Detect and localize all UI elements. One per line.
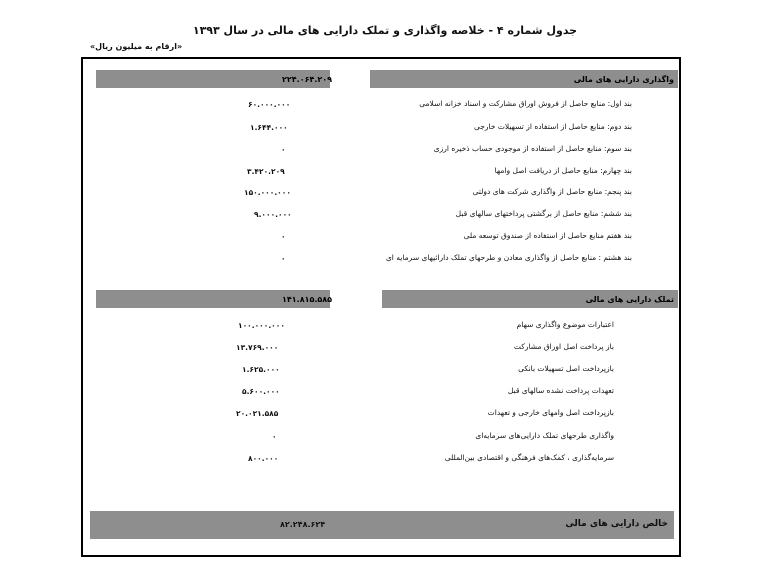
section2-row-5: [400, 408, 614, 422]
row-desc: بند چهارم: منابع حاصل از دریافت اصل وامها: [494, 166, 632, 175]
section1-row-8: [370, 252, 632, 278]
section1-value-8: ۰: [281, 254, 286, 263]
section2-row-3: [400, 364, 614, 378]
section1-row-5: [370, 187, 632, 201]
section1-value-1: ۶۰.۰۰۰.۰۰۰: [248, 100, 291, 109]
unit-note: «ارقام به میلیون ریال»: [90, 42, 183, 51]
section2-value-7: ۸۰۰.۰۰۰: [248, 454, 279, 463]
row-desc: باز پرداخت اصل اوراق مشارکت: [513, 342, 614, 351]
section1-value-4: ۳.۴۲۰.۲۰۹: [247, 167, 285, 176]
section1-value-5: ۱۵۰.۰۰۰.۰۰۰: [244, 188, 291, 197]
net-financial-assets-bar: [90, 511, 674, 539]
section1-row-6: [370, 209, 632, 223]
section2-value-2: ۱۳.۷۶۹.۰۰۰: [236, 343, 279, 352]
section2-row-2: [400, 342, 614, 356]
row-desc: بند سوم: منابع حاصل از استفاده از موجودی حساب ذخیره ارزی: [433, 144, 632, 153]
section1-label-bar: [370, 70, 678, 88]
section2-total: ۱۴۱.۸۱۵.۵۸۵: [282, 294, 333, 304]
section2-row-4: [400, 386, 614, 400]
section2-value-4: ۵.۶۰۰.۰۰۰: [242, 387, 280, 396]
section1-value-6: ۹.۰۰۰.۰۰۰: [254, 210, 292, 219]
section1-row-1: [370, 99, 632, 113]
section1-total: ۲۲۴.۰۶۴.۲۰۹: [282, 74, 333, 84]
section2-label-bar: [382, 290, 678, 308]
row-desc: بازپرداخت اصل وامهای خارجی و تعهدات: [487, 408, 614, 417]
section1-value-2: ۱.۶۴۴.۰۰۰: [250, 123, 288, 132]
row-desc: بند دوم: منابع حاصل از استفاده از تسهیلات خارجی: [474, 122, 632, 131]
section1-value-7: ۰: [281, 232, 286, 241]
row-desc: بند هفتم منابع حاصل از استفاده از صندوق توسعه ملی: [463, 231, 632, 240]
section2-row-6: [400, 431, 614, 445]
row-desc: بند پنجم: منابع حاصل از واگذاری شرکت های دولتی: [472, 187, 632, 196]
section2-total-bar: [96, 290, 333, 308]
section1-row-3: [370, 144, 632, 158]
section2-value-5: ۲۰.۰۲۱.۵۸۵: [236, 409, 279, 418]
section1-row-4: [370, 166, 632, 180]
section2-value-1: ۱۰۰.۰۰۰.۰۰۰: [238, 321, 285, 330]
row-desc: بند هشتم : منابع حاصل از واگذاری معادن و طرحهای تملک دارائیهای سرمایه ای: [385, 253, 632, 262]
section1-row-7: [370, 231, 632, 245]
section2-row-1: [400, 320, 614, 334]
row-desc: بازپرداخت اصل تسهیلات بانکی: [518, 364, 614, 373]
section1-row-2: [370, 122, 632, 136]
section1-label: واگذاری دارایی های مالی: [573, 74, 674, 84]
section2-value-6: ۰: [272, 432, 277, 441]
section1-total-bar: [96, 70, 333, 88]
section1-value-3: ۰: [281, 145, 286, 154]
net-financial-assets-label: خالص دارایی های مالی: [565, 519, 668, 529]
row-desc: سرمایه‌گذاری ، کمک‌های فرهنگی و اقتصادی بین‌المللی: [444, 453, 614, 462]
row-desc: واگذاری طرحهای تملک دارایی‌های سرمایه‌ای: [475, 431, 614, 440]
row-desc: بند ششم: منابع حاصل از برگشتی پرداختهای سالهای قبل: [455, 209, 632, 218]
table-title: جدول شماره ۴ - خلاصه واگذاری و تملک دارایی های مالی در سال ۱۳۹۳: [192, 24, 578, 37]
section2-row-7: [400, 453, 614, 467]
row-desc: تعهدات پرداخت نشده سالهای قبل: [507, 386, 614, 395]
section2-label: تملک دارایی های مالی: [585, 294, 674, 304]
row-desc: بند اول: منابع حاصل از فروش اوراق مشارکت و اسناد خزانه اسلامی: [419, 99, 632, 108]
row-desc: اعتبارات موضوع واگذاری سهام: [516, 320, 614, 329]
section2-value-3: ۱.۶۲۵.۰۰۰: [242, 365, 280, 374]
net-financial-assets-total: ۸۲.۲۴۸.۶۲۴: [280, 520, 326, 529]
